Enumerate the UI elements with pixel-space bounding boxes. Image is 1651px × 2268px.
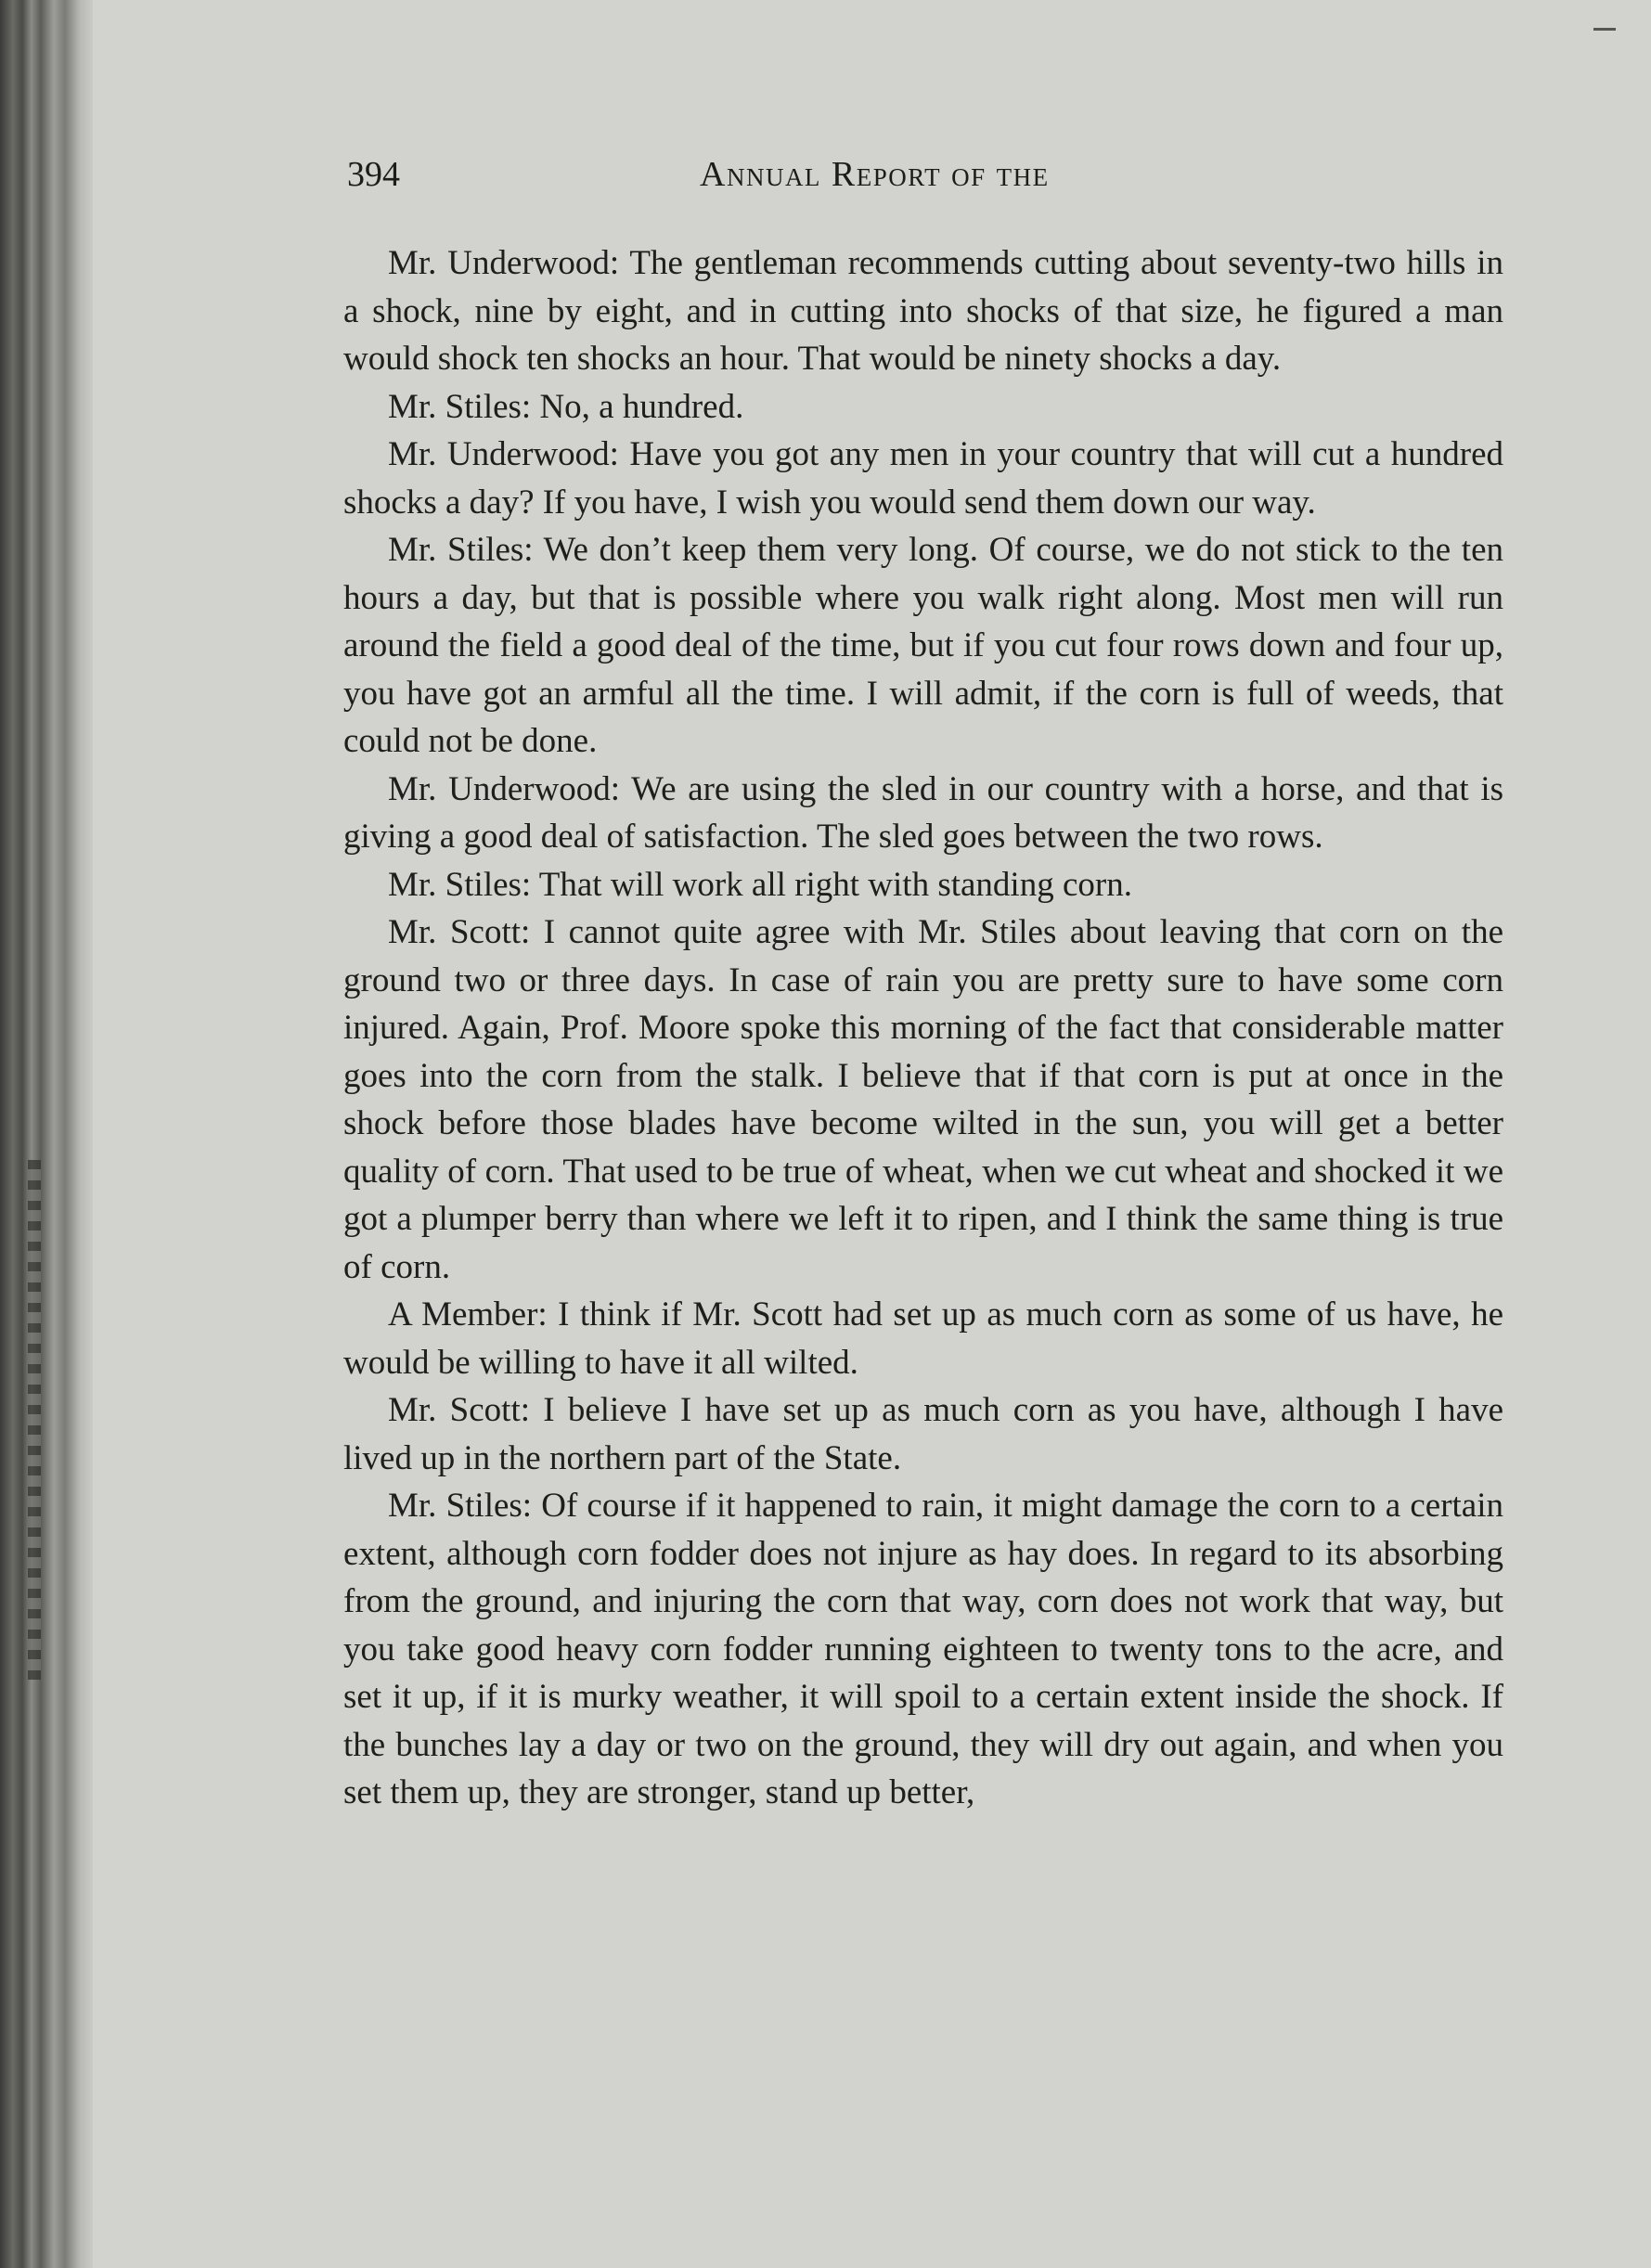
paragraph: Mr. Stiles: That will work all right with standing corn. bbox=[388, 865, 1132, 904]
page-number: 394 bbox=[347, 155, 400, 194]
paragraph: Mr. Scott: I believe I have set up as much corn as you have, although I have lived up in the northern part of the State. bbox=[343, 1391, 1503, 1477]
page-edge-mark bbox=[1593, 28, 1616, 31]
paragraph: Mr. Stiles: We don’t keep them very long. Of course, we do not stick to the ten hours a day, but that is possible where you walk right along. Most men will run around the field a good deal of the time, but if you cut four rows down and four up, you have got an armful all the time. I will admit, if the corn is full of weeds, that could not be done. bbox=[343, 531, 1503, 760]
paragraph: Mr. Stiles: No, a hundred. bbox=[388, 387, 744, 426]
paragraph: Mr. Underwood: The gentleman recommends cutting about seventy-two hills in a shock, nine by eight, and in cutting into shocks of that size, he figured a man would shock ten shocks an hour. That would be ninety shocks a day. bbox=[343, 244, 1503, 378]
body-text bbox=[343, 239, 1503, 1817]
book-binding-edge bbox=[0, 0, 93, 2268]
paragraph: Mr. Underwood: We are using the sled in our country with a horse, and that is giving a good deal of satisfaction. The sled goes between the two rows. bbox=[343, 769, 1503, 856]
paragraph: Mr. Underwood: Have you got any men in your country that will cut a hundred shocks a day? If you have, I wish you would send them down our way. bbox=[343, 435, 1503, 522]
spine-stamp bbox=[28, 1160, 41, 1680]
running-head: Annual Report of the bbox=[700, 155, 1050, 194]
paragraph: A Member: I think if Mr. Scott had set up as much corn as some of us have, he would be willing to have it all wilted. bbox=[343, 1295, 1503, 1382]
paragraph: Mr. Stiles: Of course if it happened to rain, it might damage the corn to a certain extent, although corn fodder does not injure as hay does. In regard to its absorbing from the ground, and injuring the corn that way, corn does not work that way, but you take good heavy corn fodder running eighteen to twenty tons to the acre, and set it up, if it is murky weather, it will spoil to a certain extent inside the shock. If the bunches lay a day or two on the ground, they will dry out again, and when you set them up, they are stronger, stand up better, bbox=[343, 1487, 1503, 1811]
paragraph: Mr. Scott: I cannot quite agree with Mr. Stiles about leaving that corn on the ground two or three days. In case of rain you are pretty sure to have some corn injured. Again, Prof. Moore spoke this morning of the fact that considerable matter goes into the corn from the stalk. I believe that if that corn is put at once in the shock before those blades have become wilted in the sun, you will get a better quality of corn. That used to be true of wheat, when we cut wheat and shocked it we got a plumper berry than where we left it to ripen, and I think the same thing is true of corn. bbox=[343, 913, 1503, 1286]
page-header bbox=[347, 154, 1507, 200]
